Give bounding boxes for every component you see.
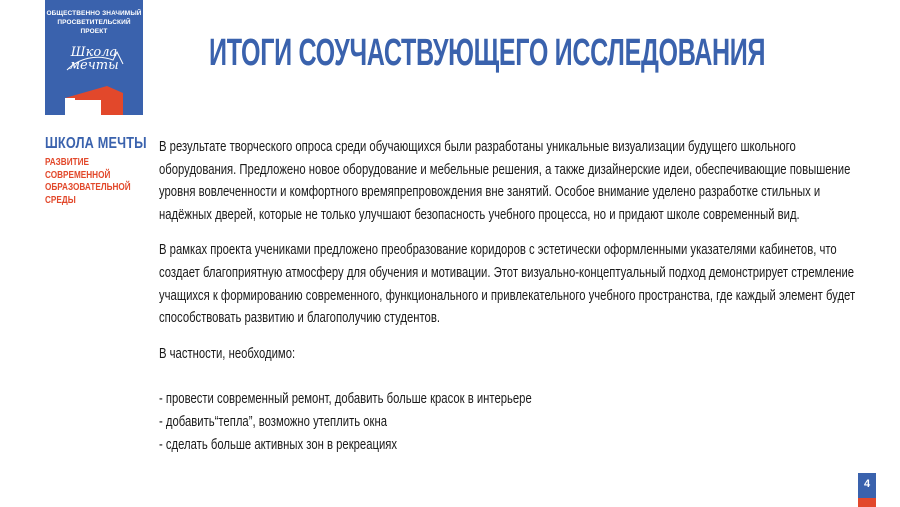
paragraph-1: В результате творческого опроса среди обучающихся были разработаны уникальные визуализации будущего школьного оборудования. Предложено новое оборудование и мебельные решения, а также дизайнерские идеи, обеспечивающие повышение уровня вовлеченности и комфортного времяпрепровождения вне занятий. Особое внимание уделено разработке стильных и надёжных дверей, которые не только улучшают безопасность учебного процесса, но и придают школе современный вид. (159, 139, 851, 223)
list-item: - провести современный ремонт, добавить больше красок в интерьере (159, 391, 532, 408)
page-number: 4 (863, 478, 871, 490)
list-item: - добавить“тепла”, возможно утеплить окна (159, 413, 388, 430)
logo-script-text: Школа мечты (69, 45, 119, 73)
brand-name: ШКОЛА МЕЧТЫ (45, 135, 147, 152)
paragraph-3: В частности, необходимо: (159, 345, 296, 362)
content-body (159, 136, 866, 456)
page-number-badge (858, 473, 876, 507)
brand-subtitle: РАЗВИТИЕ СОВРЕМЕННОЙ ОБРАЗОВАТЕЛЬНОЙ СРЕДЫ (45, 157, 131, 206)
logo-tagline: ОБЩЕСТВЕННО ЗНАЧИМЫЙ ПРОСВЕТИТЕЛЬСКИЙ ПРОЕКТ (46, 10, 142, 35)
logo-panel (45, 0, 143, 127)
paragraph-2: В рамках проекта учениками предложено преобразование коридоров с эстетически оформленными указателями кабинетов, что создает благоприятную атмосферу для обучения и мотивации. Этот визуально-концептуальный подход демонстрирует стремление учащихся к формированию современного, функционального и привлекательного учебного пространства, где каждый элемент будет способствовать развитию и благополучию студентов. (159, 242, 856, 327)
list-item: - сделать больше активных зон в рекреациях (159, 436, 398, 453)
page-title: ИТОГИ СОУЧАСТВУЮЩЕГО ИССЛЕДОВАНИЯ (209, 32, 766, 74)
